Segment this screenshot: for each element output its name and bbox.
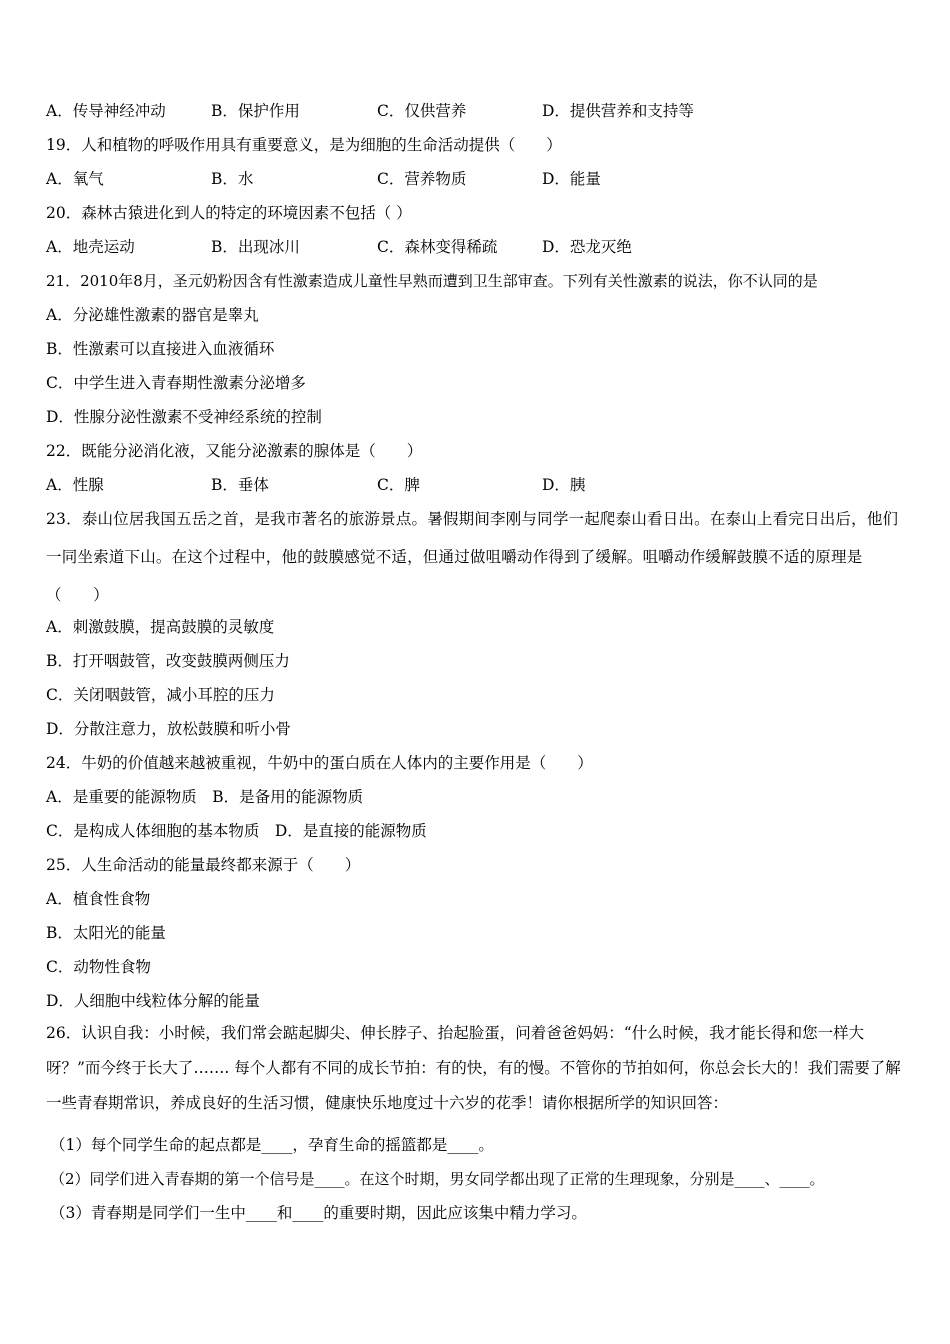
q22-option-b: B．垂体 [211, 476, 269, 494]
q23-option-b: B．打开咽鼓管，改变鼓膜两侧压力 [46, 652, 290, 670]
q25-option-a: A．植食性食物 [46, 890, 151, 908]
q22-options [46, 475, 908, 495]
q26-part-3: （3）青春期是同学们一生中____和____的重要时期，因此应该集中精力学习。 [50, 1204, 587, 1222]
q19-options [46, 169, 908, 189]
q23-option-c: C．关闭咽鼓管，减小耳腔的压力 [46, 686, 275, 704]
q19-option-d: D．能量 [542, 170, 601, 188]
q23-stem: 23．泰山位居我国五岳之首，是我市著名的旅游景点。暑假期间李刚与同学一起爬泰山看日出。在泰山上看完日出后，他们一同坐索道下山。在这个过程中，他的鼓膜感觉不适，但通过做咀嚼动作得到了缓解。咀嚼动作缓解鼓膜不适的原理是（ ） [46, 510, 899, 604]
q21-stem: 21．2010年8月，圣元奶粉因含有性激素造成儿童性早熟而遭到卫生部审查。下列有关性激素的说法，你不认同的是 [46, 272, 818, 290]
q20-option-a: A．地壳运动 [46, 238, 135, 256]
q26-stem: 26．认识自我：小时候，我们常会踮起脚尖、伸长脖子、抬起脸蛋，问着爸爸妈妈：“什么时候，我才能长得和您一样大呀？”而今终于长大了……. 每个人都有不同的成长节拍：有的快，有的慢。不管你的节拍如何，你总会长大的！我们需要了解一些青春期常识，养成良好的生活习惯，健康快乐地度过十六岁的花季！请你根据所学的知识回答： [46, 1024, 901, 1112]
q25-option-d: D．人细胞中线粒体分解的能量 [46, 992, 260, 1010]
q20-stem: 20．森林古猿进化到人的特定的环境因素不包括（ ） [46, 204, 412, 222]
q20-option-b: B．出现冰川 [211, 238, 300, 256]
q18-option-c: C．仅供营养 [377, 102, 467, 120]
q21-option-c: C．中学生进入青春期性激素分泌增多 [46, 374, 306, 392]
q20-option-c: C．森林变得稀疏 [377, 238, 498, 256]
q23-option-d: D．分散注意力，放松鼓膜和听小骨 [46, 720, 291, 738]
q19-stem: 19．人和植物的呼吸作用具有重要意义，是为细胞的生命活动提供（ ） [46, 136, 562, 154]
q24-stem: 24．牛奶的价值越来越被重视，牛奶中的蛋白质在人体内的主要作用是（ ） [46, 754, 593, 772]
q21-option-a: A．分泌雄性激素的器官是睾丸 [46, 306, 259, 324]
q22-stem: 22．既能分泌消化液，又能分泌激素的腺体是（ ） [46, 442, 423, 460]
q22-option-d: D．胰 [542, 476, 586, 494]
q18-option-a: A．传导神经冲动 [46, 102, 166, 120]
q18-options [46, 101, 908, 121]
q19-option-c: C．营养物质 [377, 170, 467, 188]
q26-part-2: （2）同学们进入青春期的第一个信号是____。在这个时期，男女同学都出现了正常的生理现象，分别是____、____。 [50, 1170, 825, 1188]
q22-option-a: A．性腺 [46, 476, 104, 494]
q19-option-a: A．氧气 [46, 170, 104, 188]
q21-option-d: D．性腺分泌性激素不受神经系统的控制 [46, 408, 322, 426]
q25-option-c: C．动物性食物 [46, 958, 151, 976]
q25-stem: 25．人生命活动的能量最终都来源于（ ） [46, 856, 361, 874]
q24-options-cd: C．是构成人体细胞的基本物质 D．是直接的能源物质 [46, 822, 427, 840]
q23-option-a: A．刺激鼓膜，提高鼓膜的灵敏度 [46, 618, 275, 636]
q19-option-b: B．水 [211, 170, 254, 188]
q20-option-d: D．恐龙灭绝 [542, 238, 632, 256]
q18-option-d: D．提供营养和支持等 [542, 102, 694, 120]
q24-options-ab: A．是重要的能源物质 B．是备用的能源物质 [46, 788, 364, 806]
q18-option-b: B．保护作用 [211, 102, 300, 120]
q22-option-c: C．脾 [377, 476, 420, 494]
q26-part-1: （1）每个同学生命的起点都是____，孕育生命的摇篮都是____。 [50, 1136, 494, 1154]
q20-options [46, 237, 908, 257]
q21-option-b: B．性激素可以直接进入血液循环 [46, 340, 275, 358]
q25-option-b: B．太阳光的能量 [46, 924, 166, 942]
